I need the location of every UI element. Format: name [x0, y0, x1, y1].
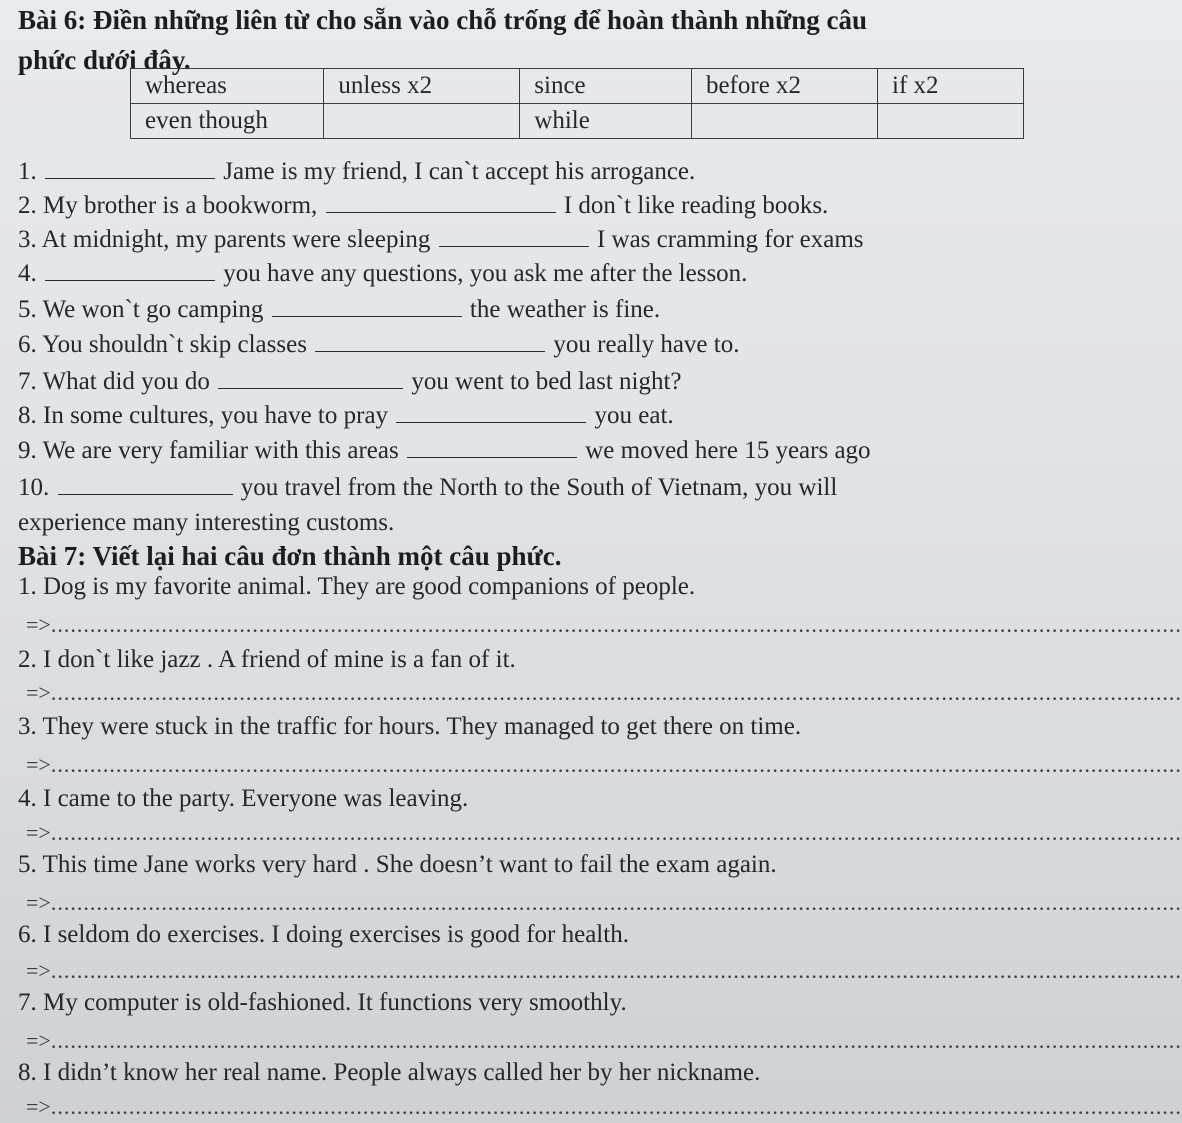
item-number: 6.: [18, 331, 37, 358]
word-cell: since: [520, 69, 692, 104]
item-text-before: What did you do: [42, 368, 210, 395]
word-cell: if x2: [878, 69, 1024, 104]
answer-blank[interactable]: [407, 435, 577, 458]
exercise-6-title: Bài 6: Điền những liên từ cho sẵn vào chỗ trống để hoàn thành những câu: [18, 5, 868, 35]
item-number: 3.: [18, 226, 37, 253]
answer-blank[interactable]: [326, 190, 556, 213]
ex6-item-3: [18, 224, 864, 255]
item-number: 5.: [18, 296, 37, 323]
item-number: 8.: [18, 402, 37, 429]
item-text-before: In some cultures, you have to pray: [43, 402, 389, 429]
item-text-after: I was cramming for exams: [596, 226, 864, 253]
ex6-item-5: [18, 294, 660, 325]
answer-blank[interactable]: [396, 400, 586, 423]
item-text-before: At midnight, my parents were sleeping: [41, 226, 431, 253]
answer-blank[interactable]: [439, 224, 589, 247]
answer-line[interactable]: =>..............................................................................................................................................................................: [26, 820, 1182, 845]
answer-line[interactable]: =>..............................................................................................................................................................................: [26, 612, 1182, 637]
answer-line[interactable]: =>..............................................................................................................................................................................: [26, 680, 1182, 705]
item-number: 1.: [18, 158, 37, 185]
item-text-before: We won`t go camping: [42, 296, 264, 323]
exercise-6-title-cont: phức dưới đây.: [18, 45, 191, 75]
item-number: 9.: [18, 437, 37, 464]
arrow: =>: [26, 1028, 51, 1053]
item-text-before: My brother is a bookworm,: [43, 192, 318, 219]
exercise-7-title: Bài 7: Viết lại hai câu đơn thành một câu phức.: [18, 541, 562, 571]
ex6-item-1: [18, 156, 695, 187]
answer-blank[interactable]: [45, 258, 215, 281]
answer-line[interactable]: =>..............................................................................................................................................................................: [26, 752, 1182, 777]
arrow: =>: [26, 958, 51, 983]
arrow: =>: [26, 890, 51, 915]
ex6-item-10: [18, 472, 837, 503]
ex7-item-4: 4. I came to the party. Everyone was leaving.: [18, 785, 469, 812]
item-text-after: you travel from the North to the South of Vietnam, you will: [240, 474, 838, 501]
table-row: [131, 69, 1024, 104]
ex7-item-7: 7. My computer is old-fashioned. It functions very smoothly.: [18, 989, 627, 1016]
answer-blank[interactable]: [272, 294, 462, 317]
word-cell: while: [520, 104, 692, 139]
arrow: =>: [26, 680, 51, 705]
ex6-item-4: [18, 258, 747, 289]
word-cell: before x2: [691, 69, 877, 104]
answer-line[interactable]: =>..............................................................................................................................................................................: [26, 1028, 1182, 1053]
answer-line[interactable]: =>..............................................................................................................................................................................: [26, 958, 1182, 983]
word-cell: [878, 104, 1024, 139]
ex7-item-8: 8. I didn’t know her real name. People always called her by her nickname.: [18, 1059, 761, 1086]
word-cell: [324, 104, 520, 139]
ex6-item-8: [18, 400, 674, 431]
item-text-after: you went to bed last night?: [411, 368, 682, 395]
ex6-item-9: [18, 435, 871, 466]
word-cell: even though: [131, 104, 324, 139]
arrow: =>: [26, 1094, 51, 1119]
conjunction-word-table: [130, 68, 1024, 139]
item-number: 4.: [18, 260, 37, 287]
item-text-after: Jame is my friend, I can`t accept his arrogance.: [223, 158, 696, 185]
item-number: 7.: [18, 368, 37, 395]
arrow: =>: [26, 612, 51, 637]
answer-line[interactable]: =>..............................................................................................................................................................................: [26, 1094, 1182, 1119]
ex6-item-7: [18, 366, 682, 397]
ex6-item-2: [18, 190, 828, 221]
ex7-item-2: 2. I don`t like jazz . A friend of mine is a fan of it.: [18, 646, 516, 673]
item-text-before: We are very familiar with this areas: [42, 437, 399, 464]
item-text-after: you really have to.: [553, 331, 740, 358]
item-number: 10.: [18, 474, 50, 501]
word-cell: unless x2: [324, 69, 520, 104]
ex7-item-3: 3. They were stuck in the traffic for hours. They managed to get there on time.: [18, 713, 802, 740]
answer-blank[interactable]: [45, 156, 215, 179]
item-text-after: I don`t like reading books.: [563, 192, 829, 219]
answer-blank[interactable]: [218, 366, 403, 389]
word-cell: whereas: [131, 69, 324, 104]
table-row: [131, 104, 1024, 139]
ex6-item-6: [18, 329, 739, 360]
item-text-after: you eat.: [594, 402, 674, 429]
word-cell: [691, 104, 877, 139]
answer-blank[interactable]: [315, 329, 545, 352]
item-text-after: the weather is fine.: [469, 296, 661, 323]
ex7-item-5: 5. This time Jane works very hard . She doesn’t want to fail the exam again.: [18, 851, 777, 878]
item-text-after: we moved here 15 years ago: [585, 437, 871, 464]
arrow: =>: [26, 820, 51, 845]
arrow: =>: [26, 752, 51, 777]
ex7-item-6: 6. I seldom do exercises. I doing exercises is good for health.: [18, 921, 629, 948]
answer-blank[interactable]: [58, 472, 233, 495]
item-text-before: You shouldn`t skip classes: [42, 331, 307, 358]
item-number: 2.: [18, 192, 37, 219]
item-text-after: you have any questions, you ask me after the lesson.: [223, 260, 748, 287]
answer-line[interactable]: =>..............................................................................................................................................................................: [26, 890, 1182, 915]
ex6-item-10-cont: experience many interesting customs.: [18, 509, 395, 536]
ex7-item-1: 1. Dog is my favorite animal. They are good companions of people.: [18, 573, 696, 600]
